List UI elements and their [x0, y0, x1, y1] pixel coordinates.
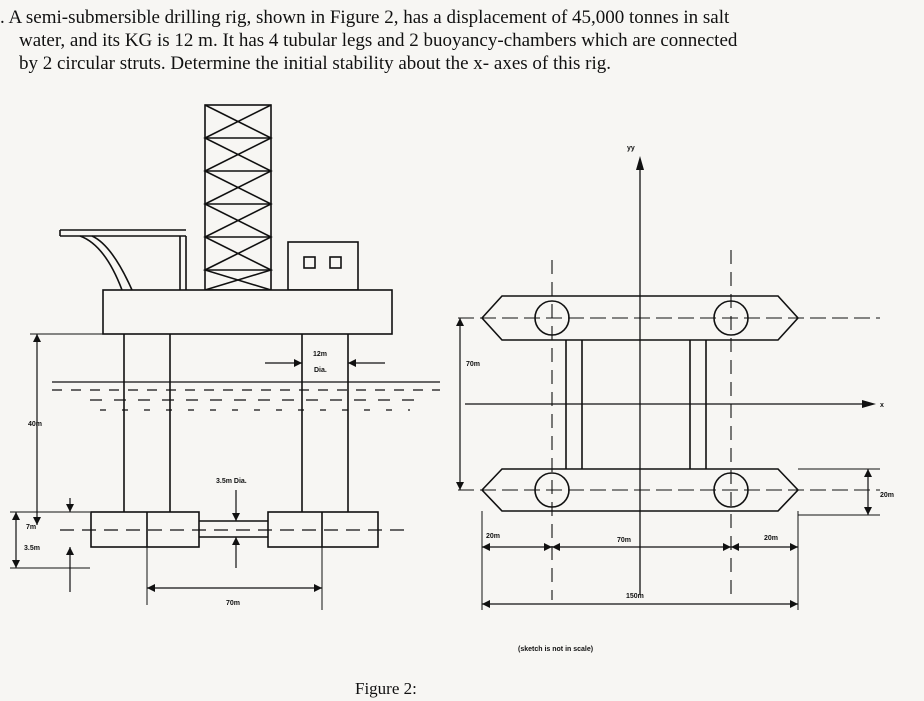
label-x: x: [880, 402, 884, 409]
waterline: [52, 382, 440, 410]
label-70m-side: 70m: [226, 600, 241, 607]
label-3-5m: 3.5m: [24, 545, 40, 552]
side-view: [10, 105, 440, 610]
label-70m-vertical: 70m: [466, 361, 481, 368]
label-yy: yy: [627, 145, 635, 152]
deck: [103, 290, 392, 334]
sketch-note: (sketch is not in scale): [518, 646, 594, 653]
derrick: [205, 105, 271, 290]
label-7m: 7m: [26, 524, 37, 531]
label-40m: 40m: [28, 421, 43, 428]
label-20m-right: 20m: [880, 492, 895, 499]
problem-line-2: water, and its KG is 12 m. It has 4 tubular legs and 2 buoyancy-chambers which are connected: [19, 30, 738, 51]
figure-caption: Figure 2:: [355, 679, 417, 698]
legs: [124, 334, 348, 512]
label-12m-dia: Dia.: [314, 367, 327, 374]
deckhouse: [288, 242, 358, 290]
label-20m-left: 20m: [486, 533, 501, 540]
arrowheads: [12, 318, 872, 608]
plan-view: [458, 156, 880, 610]
problem-line-3: by 2 circular struts. Determine the initial stability about the x- axes of this rig.: [19, 53, 612, 74]
label-20m-inner: 20m: [764, 535, 779, 542]
label-150m: 150m: [626, 593, 644, 600]
label-12m: 12m: [313, 351, 328, 358]
label-70m-horizontal: 70m: [617, 537, 632, 544]
label-3-5m-dia: 3.5m Dia.: [216, 478, 247, 485]
crane: [60, 230, 186, 290]
problem-line-1: . A semi-submersible drilling rig, shown in Figure 2, has a displacement of 45,000 tonnes in salt: [0, 7, 730, 28]
